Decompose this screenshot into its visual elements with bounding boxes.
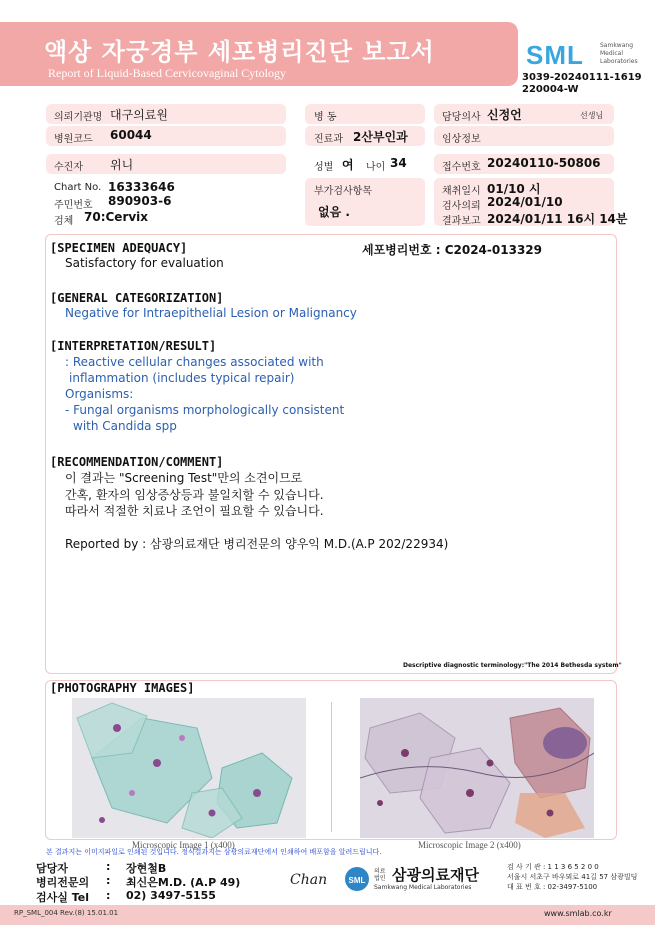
chart-label: Chart No. <box>54 182 102 193</box>
manager-colon: : <box>106 860 111 873</box>
clinical-label: 임상정보 <box>442 134 481 145</box>
org-info-line2: 서울시 서초구 바우뫼로 41길 57 삼광빌딩 <box>507 873 638 881</box>
recommendation-line3: 따라서 적절한 치료나 조언이 필요할 수 있습니다. <box>65 504 324 518</box>
org-name-en: Samkwang Medical Laboratories <box>374 884 472 891</box>
pathologist-label: 병리전문의 <box>36 876 90 889</box>
ward-label: 병 동 <box>314 112 337 123</box>
logo-subtitle: Samkwang Medical Laboratories <box>600 42 638 65</box>
document-code <box>522 72 642 96</box>
recommendation-line1: 이 결과는 "Screening Test"만의 소견이므로 <box>65 471 303 485</box>
photo-divider <box>331 702 332 832</box>
report-title-en: Report of Liquid-Based Cervicovaginal Cytology <box>48 66 286 80</box>
patient-value: 위니 <box>110 158 134 172</box>
signature: Chan <box>290 872 328 888</box>
request-label: 검사의뢰 <box>442 201 481 212</box>
addon-label: 부가검사항목 <box>314 186 372 197</box>
microscopic-image-1 <box>72 698 306 838</box>
print-notice: 본 결과지는 이미지파일로 인쇄된 것입니다. 정식결과지는 삼광의료재단에서 인쇄하여 배포함을 알려드립니다. <box>46 848 382 856</box>
form-code: RP_SML_004 Rev.(8) 15.01.01 <box>14 909 119 917</box>
result-value: 2024/01/11 16시 14분 <box>487 212 628 226</box>
resident-value: 890903-6 <box>108 194 172 208</box>
sml-logo <box>526 40 646 70</box>
hospital-code-value: 60044 <box>110 128 152 142</box>
sex-value: 여 <box>342 158 354 172</box>
org-info <box>507 862 637 892</box>
resident-label: 주민번호 <box>54 200 93 211</box>
institution-label: 의뢰기관명 <box>54 112 103 123</box>
result-label: 결과보고 <box>442 216 481 227</box>
org-prefix: 의료 법인 <box>374 868 386 882</box>
svg-text:SML: SML <box>348 876 366 885</box>
request-value: 2024/01/10 <box>487 195 563 209</box>
terminology-note: Descriptive diagnostic terminology:"The 2014 Bethesda system" <box>403 662 622 669</box>
dept-value: 2산부인과 <box>353 130 408 144</box>
cytology-number: 세포병리번호 : C2024-013329 <box>362 243 542 257</box>
doc-code-line2: 220004-W <box>522 84 579 95</box>
org-info-line3: 대 표 번 호 : 02-3497-5100 <box>507 883 598 891</box>
interpretation-line2: inflammation (includes typical repair) <box>69 371 295 385</box>
general-text: Negative for Intraepithelial Lesion or Malignancy <box>65 306 357 320</box>
interpretation-line4: - Fungal organisms morphologically consistent <box>65 403 345 417</box>
collect-label: 채취일시 <box>442 186 481 197</box>
recommendation-line2: 간혹, 환자의 임상증상등과 불일치할 수 있습니다. <box>65 488 324 502</box>
lab-tel-value: 02) 3497-5155 <box>126 889 216 902</box>
interpretation-line5: with Candida spp <box>73 419 177 433</box>
pathologist-colon: : <box>106 874 111 887</box>
report-title: 액상 자궁경부 세포병리진단 보고서 <box>44 38 435 66</box>
specimen-value: 70:Cervix <box>84 210 149 224</box>
patient-label: 수진자 <box>54 162 83 173</box>
receipt-label: 접수번호 <box>442 162 481 173</box>
lab-tel-colon: : <box>106 889 111 902</box>
recommendation-heading: [RECOMMENDATION/COMMENT] <box>50 455 224 469</box>
cells-image-2 <box>360 698 594 838</box>
age-value: 34 <box>390 156 407 170</box>
adequacy-heading: [SPECIMEN ADEQUACY] <box>50 241 188 255</box>
sex-label: 성별 <box>314 162 334 173</box>
doc-code-line1: 3039-20240111-1619 <box>522 72 642 83</box>
hospital-code-label: 병원코드 <box>54 134 93 145</box>
manager-label: 담당자 <box>36 862 68 875</box>
receipt-value: 20240110-50806 <box>487 156 601 170</box>
logo-text: SML <box>526 40 584 70</box>
caption-image-2: Microscopic Image 2 (x400) <box>418 840 521 850</box>
collect-value: 01/10 시 <box>487 182 541 196</box>
cells-image-1 <box>72 698 306 838</box>
institution-value: 대구의료원 <box>110 108 168 122</box>
adequacy-text: Satisfactory for evaluation <box>65 256 224 270</box>
specimen-label: 검체 <box>54 216 74 227</box>
caption-image-1: Microscopic Image 1 (x400) <box>132 840 235 850</box>
chart-value: 16333646 <box>108 180 175 194</box>
interpretation-heading: [INTERPRETATION/RESULT] <box>50 339 217 353</box>
website-link[interactable]: www.smlab.co.kr <box>544 909 612 918</box>
doctor-label: 담당의사 <box>442 112 481 123</box>
reported-by: Reported by : 삼광의료재단 병리전문의 양우익 M.D.(A.P 202/22934) <box>65 537 449 551</box>
manager-value: 장현철B <box>126 862 167 875</box>
pathologist-value: 최신은M.D. (A.P 49) <box>126 876 241 889</box>
org-info-line1: 검 사 기 관 : 1 1 3 6 5 2 0 0 <box>507 863 599 871</box>
lab-tel-label: 검사실 Tel <box>36 891 89 904</box>
microscopic-image-2 <box>360 698 594 838</box>
interpretation-line1: : Reactive cellular changes associated with <box>65 355 324 369</box>
photo-heading: [PHOTOGRAPHY IMAGES] <box>50 681 195 695</box>
general-heading: [GENERAL CATEGORIZATION] <box>50 291 224 305</box>
doctor-suffix: 선생님 <box>580 111 604 120</box>
interpretation-line3: Organisms: <box>65 387 134 401</box>
org-emblem-icon <box>344 866 370 892</box>
addon-value: 없음 . <box>318 205 350 219</box>
doctor-value: 신정언 <box>487 108 522 122</box>
dept-label: 진료과 <box>314 134 343 145</box>
age-label: 나이 <box>366 162 386 173</box>
org-name: 삼광의료재단 <box>392 866 479 884</box>
